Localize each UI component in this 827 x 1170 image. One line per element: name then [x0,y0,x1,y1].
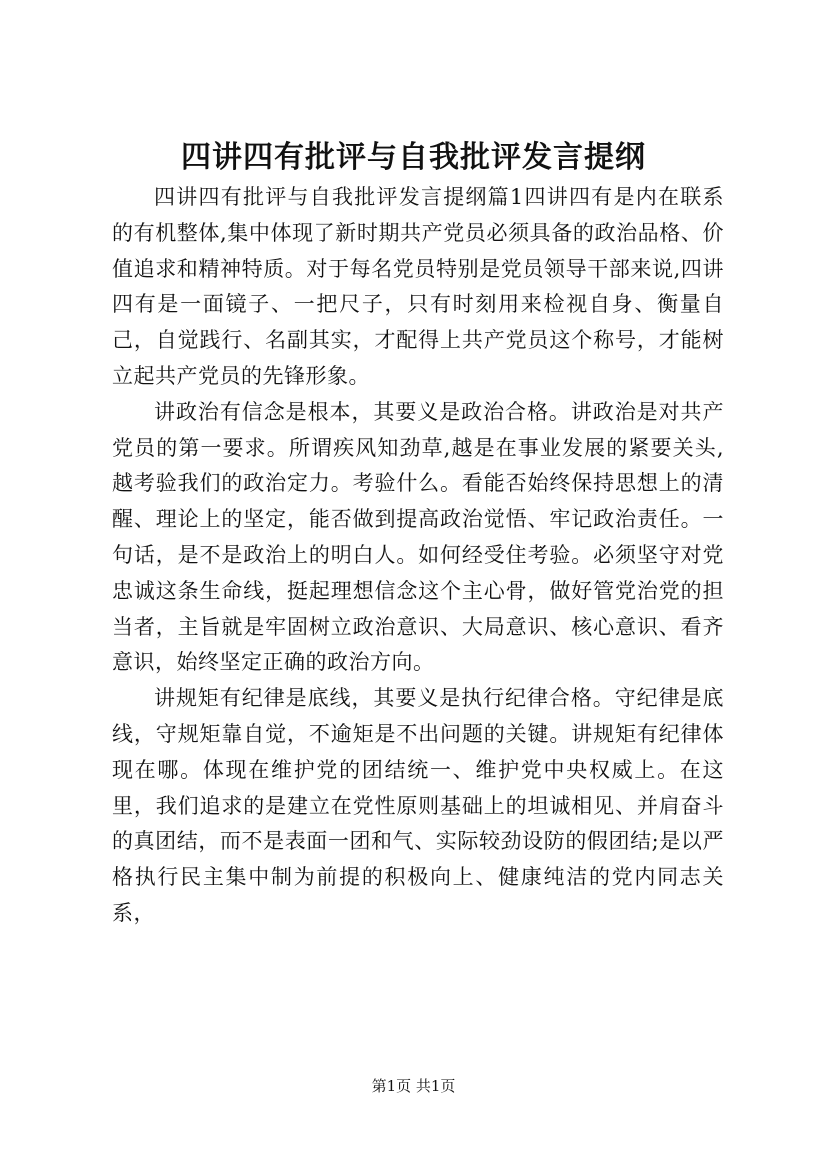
paragraph-3: 讲规矩有纪律是底线，其要义是执行纪律合格。守纪律是底线，守规矩靠自觉，不逾矩是不出问题的关键。讲规矩有纪律体现在哪。体现在维护党的团结统一、维护党中央权威上。在这里，我们追求的是建立在党性原则基础上的坦诚相见、并肩奋斗的真团结，而不是表面一团和气、实际较劲设防的假团结;是以严格执行民主集中制为前提的积极向上、健康纯洁的党内同志关系， [112,686,724,925]
paragraph-2: 讲政治有信念是根本，其要义是政治合格。讲政治是对共产党员的第一要求。所谓疾风知劲草,越是在事业发展的紧要关头,越考验我们的政治定力。考验什么。看能否始终保持思想上的清醒、理论上的坚定，能否做到提高政治觉悟、牢记政治责任。一句话，是不是政治上的明白人。如何经受住考验。必须坚守对党忠诚这条生命线，挺起理想信念这个主心骨，做好管党治党的担当者，主旨就是牢固树立政治意识、大局意识、核心意识、看齐意识，始终坚定正确的政治方向。 [112,399,724,675]
document-body [112,180,724,932]
document-title: 四讲四有批评与自我批评发言提纲 [181,140,646,175]
paragraph-1: 四讲四有批评与自我批评发言提纲篇1四讲四有是内在联系的有机整体,集中体现了新时期共产党员必须具备的政治品格、价值追求和精神特质。对于每名党员特别是党员领导干部来说,四讲四有是一面镜子、一把尺子，只有时刻用来检视自身、衡量自己，自觉践行、名副其实，才配得上共产党员这个称号，才能树立起共产党员的先锋形象。 [112,185,724,388]
page-footer: 第1页 共1页 [371,1077,456,1095]
